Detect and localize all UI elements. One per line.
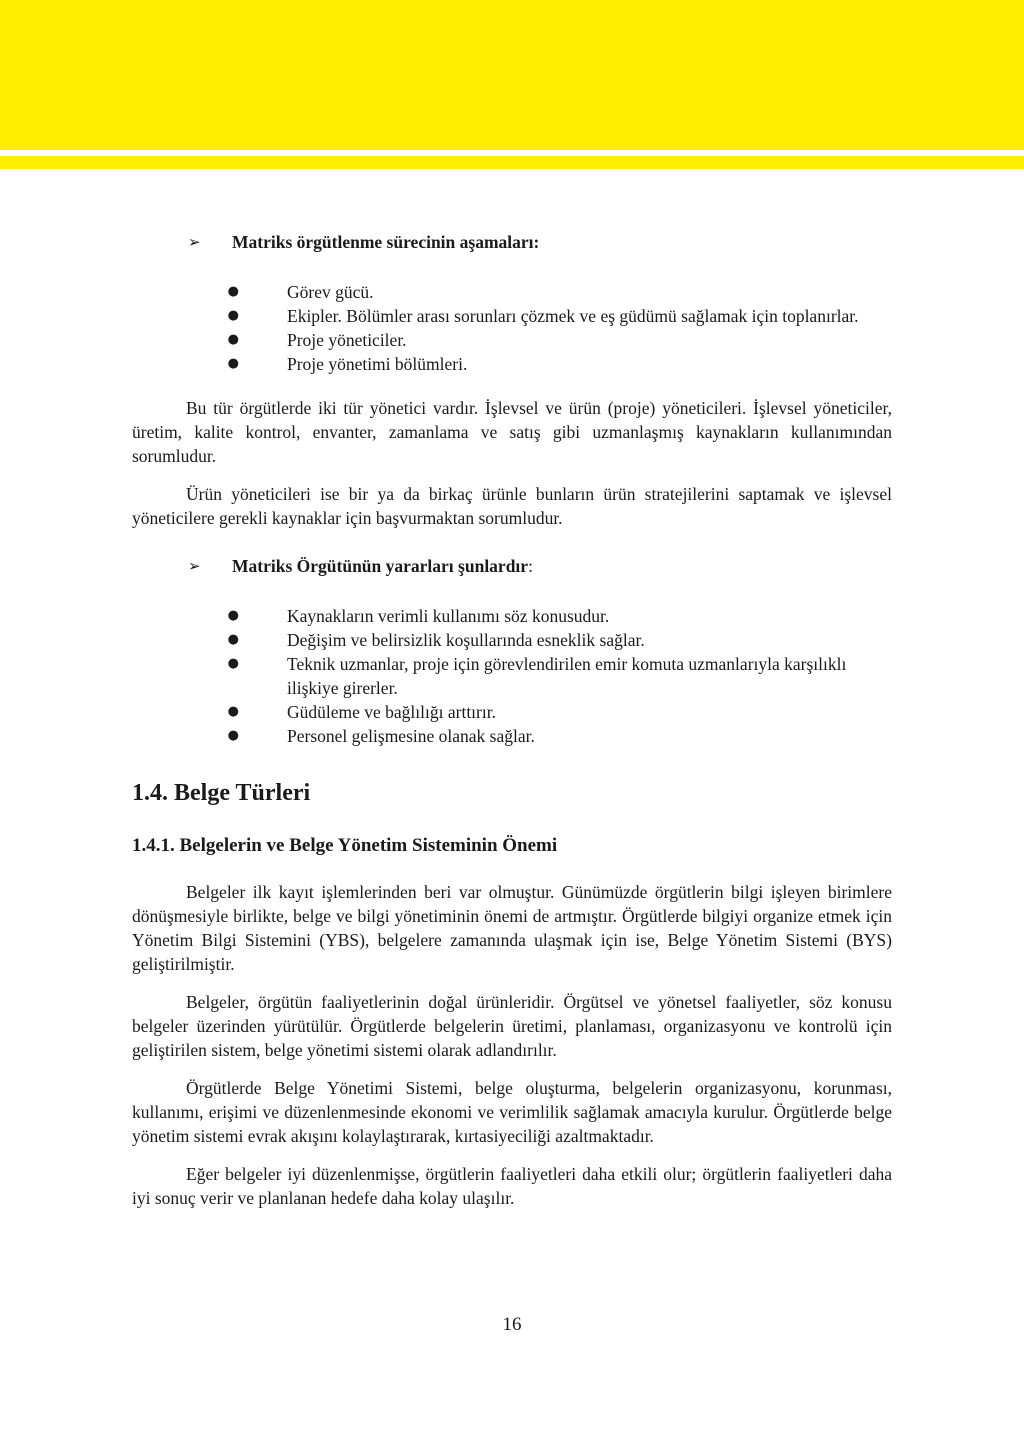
header-band: [0, 0, 1024, 150]
header-band-stripe: [0, 156, 1024, 169]
list2: [132, 604, 892, 748]
list-item: ● Ekipler. Bölümler arası sorunları çözmek ve eş güdümü sağlamak için toplanırlar.: [132, 304, 892, 328]
dot-bullet-icon: ●: [227, 332, 239, 347]
paragraph-2: Ürün yöneticileri ise bir ya da birkaç ürünle bunların ürün stratejilerini saptamak ve işlevsel yöneticilere gerekli kaynaklar için başvurmaktan sorumludur.: [132, 484, 892, 528]
dot-bullet-icon: ●: [227, 728, 239, 743]
dot-bullet-icon: ●: [227, 656, 239, 671]
list-item: ● Teknik uzmanlar, proje için görevlendirilen emir komuta uzmanlarıyla karşılıklı ilişkiye girerler.: [132, 652, 892, 700]
list-item: ● Değişim ve belirsizlik koşullarında esneklik sağlar.: [132, 628, 892, 652]
section-title: 1.4. Belge Türleri: [132, 780, 311, 806]
list-item: ● Proje yöneticiler.: [132, 328, 892, 352]
list-item: ● Güdüleme ve bağlılığı arttırır.: [132, 700, 892, 724]
list-item: ● Proje yönetimi bölümleri.: [132, 352, 892, 376]
dot-bullet-icon: ●: [227, 284, 239, 299]
list2-title-suffix: :: [528, 556, 533, 576]
page-number: 16: [502, 1314, 522, 1335]
paragraph-5: Örgütlerde Belge Yönetimi Sistemi, belge oluşturma, belgelerin organizasyonu, korunması, kullanımı, erişimi ve düzenlenmesinde ekonomi ve verimlilik sağlamak amacıyla kurulur. Örgütlerde belge yönetim sistemi evrak akışını kolaylaştırarak, kırtasiyeciliği azaltmaktadır.: [132, 1078, 892, 1146]
dot-bullet-icon: ●: [227, 632, 239, 647]
dot-bullet-icon: ●: [227, 704, 239, 719]
list-item: ● Kaynakların verimli kullanımı söz konusudur.: [132, 604, 892, 628]
dot-bullet-icon: ●: [227, 308, 239, 323]
list-item: ● Görev gücü.: [132, 280, 892, 304]
arrow-bullet-icon: ➢: [188, 233, 201, 251]
subsection-title: 1.4.1. Belgelerin ve Belge Yönetim Sisteminin Önemi: [132, 835, 558, 856]
list1-heading: [188, 230, 892, 254]
list1-title: Matriks örgütlenme sürecinin aşamaları:: [232, 232, 540, 252]
arrow-bullet-icon: ➢: [188, 557, 201, 575]
paragraph-1: Bu tür örgütlerde iki tür yönetici vardır. İşlevsel ve ürün (proje) yöneticileri. İşlevsel yöneticiler, üretim, kalite kontrol, envanter, zamanlama ve satış gibi uzmanlaşmış kaynakların kullanımından sorumludur.: [132, 398, 892, 466]
list1: [132, 280, 892, 376]
list2-title: Matriks Örgütünün yararları şunlardır: [232, 556, 529, 576]
paragraph-6: Eğer belgeler iyi düzenlenmişse, örgütlerin faaliyetleri daha etkili olur; örgütlerin faaliyetleri daha iyi sonuç verir ve planlanan hedefe daha kolay ulaşılır.: [132, 1164, 892, 1208]
list2-heading: [188, 554, 892, 578]
paragraph-4: Belgeler, örgütün faaliyetlerinin doğal ürünleridir. Örgütsel ve yönetsel faaliyetler, söz konusu belgeler üzerinden yürütülür. Örgütlerde belgelerin üretimi, planlaması, organizasyonu ve kontrolü için geliştirilen sistem, belge yönetimi sistemi olarak adlandırılır.: [132, 992, 892, 1060]
list-item: ● Personel gelişmesine olanak sağlar.: [132, 724, 892, 748]
paragraph-3: Belgeler ilk kayıt işlemlerinden beri var olmuştur. Günümüzde örgütlerin bilgi işleyen birimlere dönüşmesiyle birlikte, belge ve bilgi yönetiminin önemi de artmıştır. Örgütlerde bilgiyi organize etmek için Yönetim Bilgi Sistemini (YBS), belgelere zamanında ulaşmak için ise, Belge Yönetim Sistemi (BYS) geliştirilmiştir.: [132, 882, 892, 974]
dot-bullet-icon: ●: [227, 356, 239, 371]
page-content: [132, 226, 892, 1210]
dot-bullet-icon: ●: [227, 608, 239, 623]
